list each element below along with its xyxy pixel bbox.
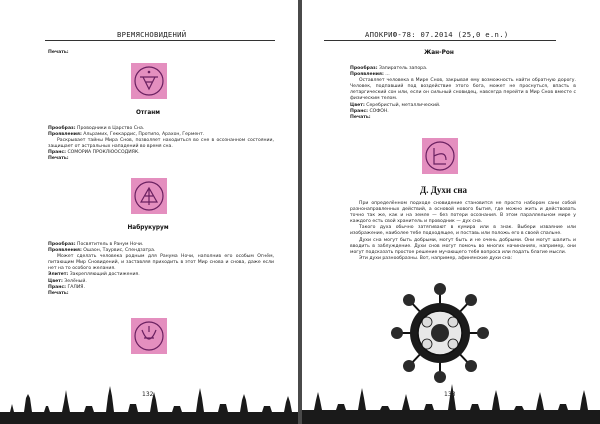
seal-label: Печать:	[48, 50, 69, 55]
paragraph: Такого духа обычно затягивают в кумира или в знак. Выбери изваяние или изображение, наиболее тебе подходящее, и поставь или положь его в своей спальне.	[350, 225, 576, 237]
otganm-title: Отганм	[136, 110, 160, 116]
otganm-seal-image	[131, 63, 167, 99]
left-page-number: 132	[142, 391, 154, 398]
third-seal-image	[131, 318, 167, 354]
third-sigil-icon	[131, 318, 167, 354]
otganm-sigil-icon	[131, 63, 167, 99]
zhan-ron-sigil-icon	[422, 138, 458, 174]
section-body	[350, 201, 576, 262]
section-title: Д. Духи сна	[420, 185, 467, 195]
paragraph: Духи сна могут быть добрыми, могут быть и не очень добрыми. Они могут шалить и вводить в заблуждение. Духи снов могут помочь во многих начинаниях, например, они могут подсказать простое решение мучающего тебя вопроса или подать благие мысли.	[350, 237, 576, 255]
left-running-header: ВРЕМЯСНОВИДЕНИЙ	[117, 30, 187, 39]
right-page	[302, 0, 600, 424]
nabrukurum-seal-image	[131, 178, 167, 214]
zhan-ron-entry: Прообраз: Запиратель запора. Проявления: ... Оставляет человека в Мире Снов, закрывая ему возможность найти обратную дорогу. Человек, подпавший под воздействие этого бога, может не проснуться, впасть в летаргический сон или, если он сильный сновидец, навсегда перейти в Мир Снов вместе с физическим телом. Цвет: Серебристый, металлический. Пранс: СОФОН. Печать:	[350, 66, 576, 120]
right-running-header: АПОКРИФ-78: 07.2014 (25,0 e.n.)	[365, 30, 509, 39]
otganm-entry: Прообраз: Проводники в Царство Сна. Проявления: Альрамих, Геккардис, Протипо, Арахон, Гермент. Раскрывает тайны Мира Снов, позволяет находиться во сне в осознанном состоянии, защищает от астральных нападений во время сна. Пранс: СОМОРИА ПРОКЛЮОСОДИЯК. Печать:	[48, 126, 274, 162]
nabrukurum-sigil-icon	[131, 178, 167, 214]
left-header-rule	[45, 40, 275, 41]
zhan-ron-title: Жан-Рон	[424, 50, 454, 56]
left-page	[0, 0, 298, 424]
dream-spirits-illustration	[389, 280, 491, 386]
right-header-rule	[324, 40, 556, 41]
right-page-number: 133	[444, 391, 456, 398]
left-skyline-decoration	[0, 376, 298, 424]
paragraph: При определённом подходе сновидение становится не просто набором сани собой разнонаправленных действий, а основой нового бытия, где можно жить и действовать точно так же, как и на земле — без потери осознания. В этом параллельном мире у каждого есть свой хранитель и проводник — дух сна.	[350, 201, 576, 225]
nabrukurum-entry: Прообраз: Посвятитель в Ранум Ночи. Проявления: Ошаон, Таурвис, Спендзатра. Может сделать человека родным для Ранума Ночи, наполнив его особым Огнём, питающим Мир Сновидений, и заставляя приходить в этот Мир снова и снова, даже если нет на то особого желания. Элитет: Закрепляющий достижения. Цвет: Зелёный. Пранс: ГАЛИЯ. Печать:	[48, 242, 274, 296]
nabrukurum-title: Набрукурум	[127, 225, 169, 231]
right-skyline-decoration	[302, 376, 600, 424]
zhan-ron-seal-image	[422, 138, 458, 174]
paragraph: Эти духи разнообразны. Вот, например, афинянские духи сна:	[359, 255, 513, 261]
